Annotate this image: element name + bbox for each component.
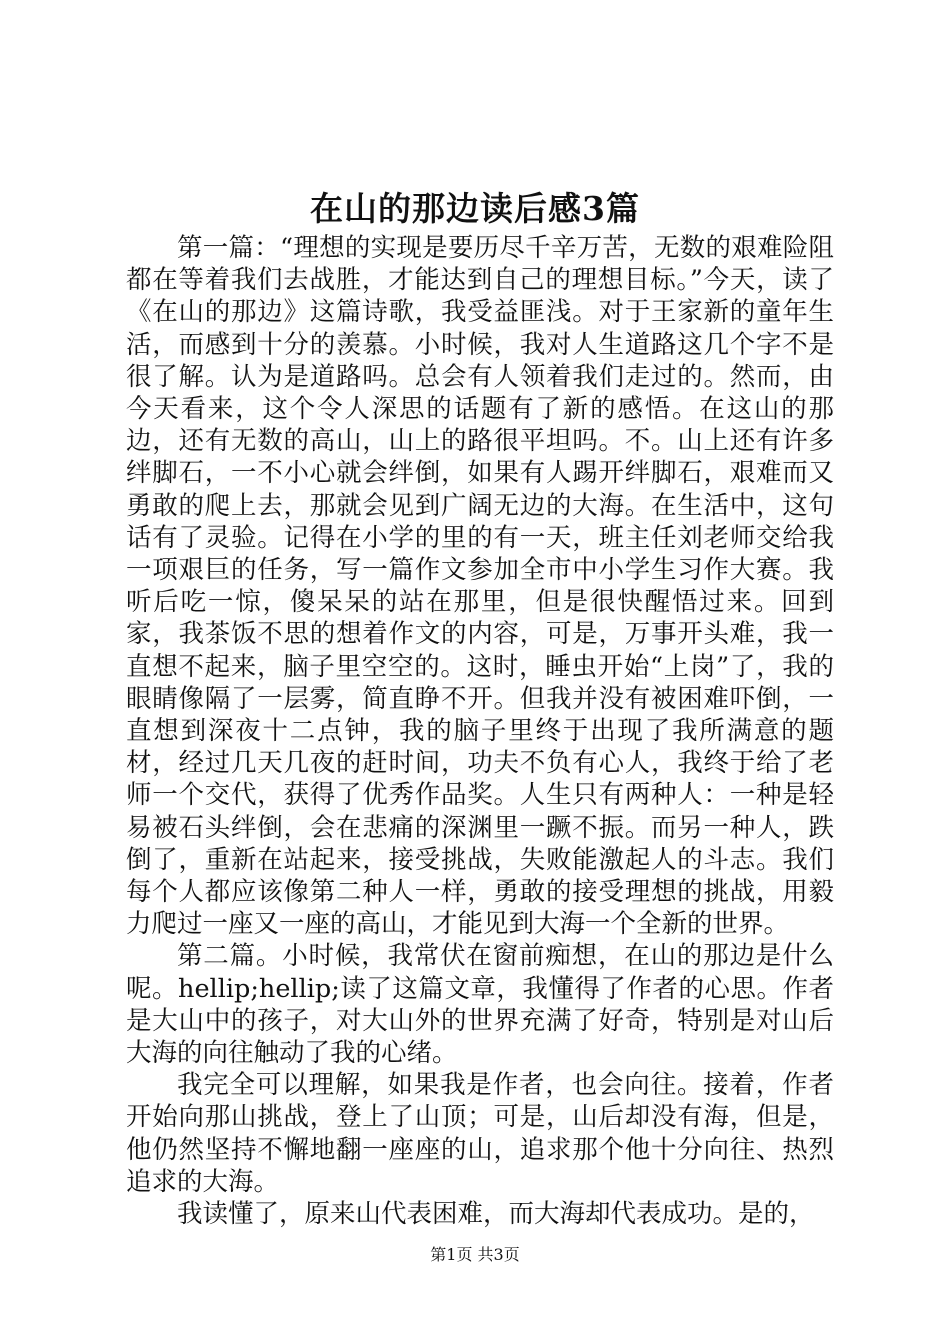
paragraph-4: 我读懂了，原来山代表困难，而大海却代表成功。是的， [177,1199,815,1230]
page-title: 在山的那边读后感3篇 [310,189,640,228]
paragraph-1: 第一篇：“理想的实现是要历尽千辛万苦，无数的艰难险阻都在等着我们去战胜，才能达到自己的理想目标。”今天，读了《在山的那边》这篇诗歌，我受益匪浅。对于王家新的童年生活，而感到十分的羡慕。小时候，我对人生道路这几个字不是很了解。认为是道路吗。总会有人领着我们走过的。然而，由今天看来，这个令人深思的话题有了新的感悟。在这山的那边，还有无数的高山，山上的路很平坦吗。不。山上还有许多绊脚石，一不小心就会绊倒，如果有人踢开绊脚石，艰难而又勇敢的爬上去，那就会见到广阔无边的大海。在生活中，这句话有了灵验。记得在小学的里的有一天，班主任刘老师交给我一项艰巨的任务，写一篇作文参加全市中小学生习作大赛。我听后吃一惊，傻呆呆的站在那里，但是很快醒悟过来。回到家，我茶饭不思的想着作文的内容，可是，万事开头难，我一直想不起来，脑子里空空的。这时，睡虫开始“上岗”了，我的眼睛像隔了一层雾，简直睁不开。但我并没有被困难吓倒，一直想到深夜十二点钟，我的脑子里终于出现了我所满意的题材，经过几天几夜的赶时间，功夫不负有心人，我终于给了老师一个交代，获得了优秀作品奖。人生只有两种人：一种是轻易被石头绊倒，会在悲痛的深渊里一蹶不振。而另一种人，跌倒了，重新在站起来，接受挑战，失败能激起人的斗志。我们每个人都应该像第二种人一样，勇敢的接受理想的挑战，用毅力爬过一座又一座的高山，才能见到大海一个全新的世界。 [126,233,834,940]
document-body [126,232,834,1230]
page-footer: 第1页 共3页 [430,1245,520,1264]
paragraph-2: 第二篇。小时候，我常伏在窗前痴想，在山的那边是什么呢。hellip;hellip;读了这篇文章，我懂得了作者的心思。作者是大山中的孩子，对大山外的世界充满了好奇，特别是对山后大海的向往触动了我的心绪。 [126,941,834,1069]
paragraph-3: 我完全可以理解，如果我是作者，也会向往。接着，作者开始向那山挑战，登上了山顶；可是，山后却没有海，但是，他仍然坚持不懈地翻一座座的山，追求那个他十分向往、热烈追求的大海。 [126,1070,834,1197]
